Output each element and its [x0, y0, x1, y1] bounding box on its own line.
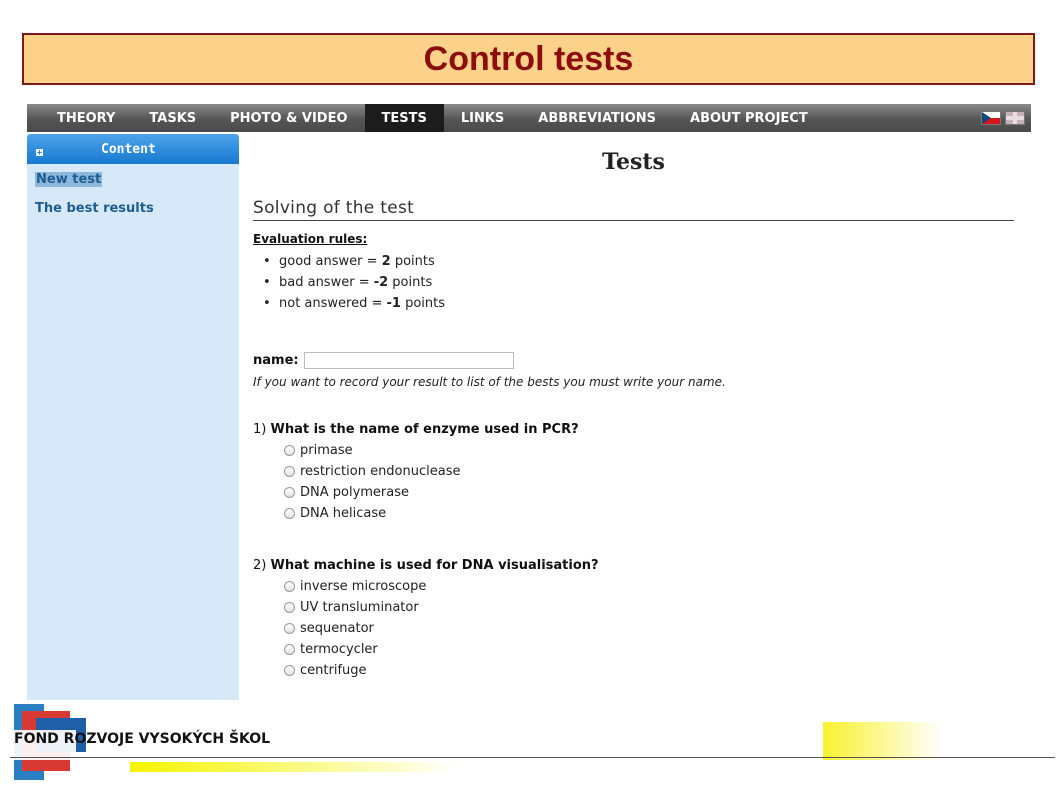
- nav-photo-video[interactable]: PHOTO & VIDEO: [230, 110, 348, 126]
- nav-links[interactable]: LINKS: [460, 110, 505, 126]
- slide-title: Control tests: [423, 39, 634, 78]
- nav-theory[interactable]: THEORY: [57, 110, 116, 126]
- radio-icon[interactable]: [284, 466, 295, 477]
- uk-flag-icon[interactable]: [1005, 111, 1025, 125]
- q1-option-dna-helicase[interactable]: DNA helicase: [284, 503, 386, 524]
- q1-option-primase[interactable]: primase: [284, 440, 353, 461]
- evaluation-rules-list: [263, 251, 445, 314]
- question-1: 1) What is the name of enzyme used in PCR?: [253, 422, 579, 437]
- q2-option-sequenator[interactable]: sequenator: [284, 618, 374, 639]
- main-navbar: [27, 104, 1031, 132]
- bullet-icon: •: [263, 296, 271, 311]
- evaluation-rules-title: Evaluation rules:: [253, 232, 368, 246]
- yellow-decoration: [130, 762, 460, 772]
- rule-item: • not answered = -1 points: [263, 293, 445, 314]
- nav-about-project[interactable]: ABOUT PROJECT: [690, 110, 808, 126]
- czech-flag-icon[interactable]: [981, 111, 1001, 125]
- q2-option-uv-transluminator[interactable]: UV transluminator: [284, 597, 419, 618]
- sidebar-header[interactable]: [27, 134, 239, 164]
- radio-icon[interactable]: [284, 644, 295, 655]
- slide-footer: [0, 700, 1058, 793]
- footer-divider: [10, 757, 1055, 758]
- footer-text: FOND ROZVOJE VYSOKÝCH ŠKOL: [14, 731, 271, 747]
- nav-tests[interactable]: TESTS: [365, 104, 444, 132]
- nav-tasks[interactable]: TASKS: [149, 110, 197, 126]
- language-switcher: [981, 104, 1031, 132]
- rule-item: • bad answer = -2 points: [263, 272, 445, 293]
- name-row: [253, 352, 514, 369]
- radio-icon[interactable]: [284, 602, 295, 613]
- radio-icon[interactable]: [284, 665, 295, 676]
- slide-title-box: [22, 33, 1035, 85]
- sidebar: [27, 134, 239, 700]
- q1-option-dna-polymerase[interactable]: DNA polymerase: [284, 482, 409, 503]
- q2-option-centrifuge[interactable]: centrifuge: [284, 660, 367, 681]
- sidebar-link-best-results[interactable]: The best results: [35, 201, 154, 216]
- name-input[interactable]: [304, 352, 514, 369]
- radio-icon[interactable]: [284, 623, 295, 634]
- radio-icon[interactable]: [284, 508, 295, 519]
- yellow-decoration: [823, 722, 943, 760]
- q2-option-termocycler[interactable]: termocycler: [284, 639, 378, 660]
- question-2: 2) What machine is used for DNA visualisation?: [253, 558, 599, 573]
- bullet-icon: •: [263, 275, 271, 290]
- q1-option-restriction-endonuclease[interactable]: restriction endonuclease: [284, 461, 460, 482]
- expand-plus-icon[interactable]: +: [37, 148, 42, 157]
- bullet-icon: •: [263, 254, 271, 269]
- rule-item: • good answer = 2 points: [263, 251, 445, 272]
- radio-icon[interactable]: [284, 487, 295, 498]
- name-hint: If you want to record your result to list of the bests you must write your name.: [253, 375, 726, 389]
- radio-icon[interactable]: [284, 581, 295, 592]
- page-heading: Tests: [602, 149, 665, 175]
- sidebar-title: Content: [101, 141, 156, 157]
- name-label: name:: [253, 353, 299, 368]
- radio-icon[interactable]: [284, 445, 295, 456]
- q2-option-inverse-microscope[interactable]: inverse microscope: [284, 576, 426, 597]
- sidebar-link-new-test[interactable]: New test: [36, 172, 102, 187]
- nav-abbreviations[interactable]: ABBREVIATIONS: [538, 110, 657, 126]
- section-title: Solving of the test: [253, 198, 1014, 221]
